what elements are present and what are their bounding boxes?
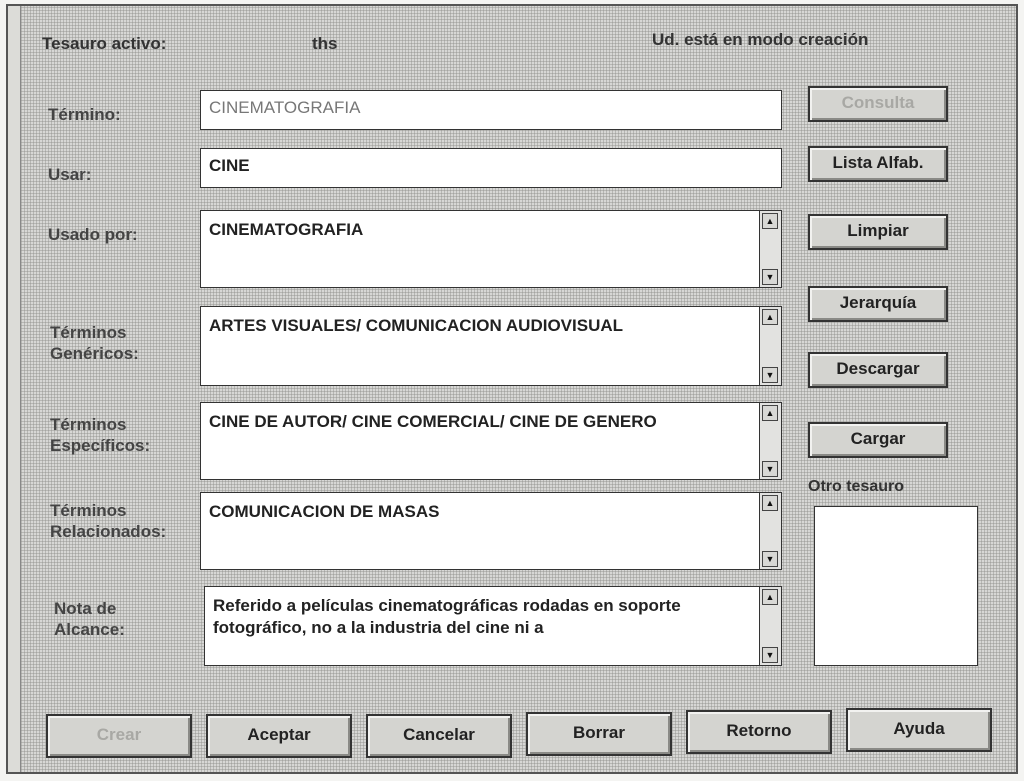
cargar-button[interactable]: Cargar xyxy=(808,422,948,458)
relacionados-label-line1: Términos xyxy=(50,501,127,520)
especificos-text: CINE DE AUTOR/ CINE COMERCIAL/ CINE DE GENERO xyxy=(209,412,657,431)
relacionados-label-line2: Relacionados: xyxy=(50,522,167,541)
scroll-down-icon[interactable]: ▼ xyxy=(762,367,778,383)
scroll-up-icon[interactable]: ▲ xyxy=(762,495,778,511)
nota-label-line2: Alcance: xyxy=(54,620,125,639)
lista-alfab-button[interactable]: Lista Alfab. xyxy=(808,146,948,182)
usado-por-scrollbar[interactable] xyxy=(759,211,781,287)
termino-input[interactable]: CINEMATOGRAFIA xyxy=(200,90,782,130)
usado-por-text: CINEMATOGRAFIA xyxy=(209,220,364,239)
otro-tesauro-label: Otro tesauro xyxy=(808,478,905,495)
genericos-label-line2: Genéricos: xyxy=(50,344,139,363)
termino-label: Término: xyxy=(48,105,121,124)
usado-por-memo[interactable] xyxy=(200,210,782,288)
especificos-label-line2: Específicos: xyxy=(50,436,151,455)
crear-button[interactable]: Crear xyxy=(46,714,192,758)
otro-tesauro-list[interactable] xyxy=(814,506,978,666)
relacionados-text: COMUNICACION DE MASAS xyxy=(209,502,440,521)
ayuda-button[interactable]: Ayuda xyxy=(846,708,992,752)
genericos-label-line1: Términos xyxy=(50,323,127,342)
jerarquia-button[interactable]: Jerarquía xyxy=(808,286,948,322)
scroll-up-icon[interactable]: ▲ xyxy=(762,213,778,229)
scroll-down-icon[interactable]: ▼ xyxy=(762,551,778,567)
nota-scrollbar[interactable] xyxy=(759,587,781,665)
nota-text: Referido a películas cinematográficas rodadas en soporte fotográfico, no a la industria del cine ni a xyxy=(213,596,681,637)
borrar-button[interactable]: Borrar xyxy=(526,712,672,756)
usar-input[interactable]: CINE xyxy=(200,148,782,188)
retorno-button[interactable]: Retorno xyxy=(686,710,832,754)
active-thesaurus-label: Tesauro activo: xyxy=(42,34,167,53)
mode-status: Ud. está en modo creación xyxy=(652,30,869,49)
scroll-up-icon[interactable]: ▲ xyxy=(762,309,778,325)
scroll-up-icon[interactable]: ▲ xyxy=(762,589,778,605)
descargar-button[interactable]: Descargar xyxy=(808,352,948,388)
thesaurus-window xyxy=(6,4,1018,774)
scroll-down-icon[interactable]: ▼ xyxy=(762,269,778,285)
genericos-scrollbar[interactable] xyxy=(759,307,781,385)
relacionados-memo[interactable] xyxy=(200,492,782,570)
nota-memo[interactable] xyxy=(204,586,782,666)
cancelar-button[interactable]: Cancelar xyxy=(366,714,512,758)
usado-por-label: Usado por: xyxy=(48,225,138,244)
scroll-up-icon[interactable]: ▲ xyxy=(762,405,778,421)
consulta-button[interactable]: Consulta xyxy=(808,86,948,122)
especificos-memo[interactable] xyxy=(200,402,782,480)
genericos-text: ARTES VISUALES/ COMUNICACION AUDIOVISUAL xyxy=(209,316,624,335)
especificos-label-line1: Términos xyxy=(50,415,127,434)
scroll-down-icon[interactable]: ▼ xyxy=(762,647,778,663)
scroll-down-icon[interactable]: ▼ xyxy=(762,461,778,477)
limpiar-button[interactable]: Limpiar xyxy=(808,214,948,250)
aceptar-button[interactable]: Aceptar xyxy=(206,714,352,758)
usar-label: Usar: xyxy=(48,165,92,184)
genericos-memo[interactable] xyxy=(200,306,782,386)
especificos-scrollbar[interactable] xyxy=(759,403,781,479)
relacionados-scrollbar[interactable] xyxy=(759,493,781,569)
nota-label-line1: Nota de xyxy=(54,599,117,618)
active-thesaurus-value: ths xyxy=(312,34,338,53)
